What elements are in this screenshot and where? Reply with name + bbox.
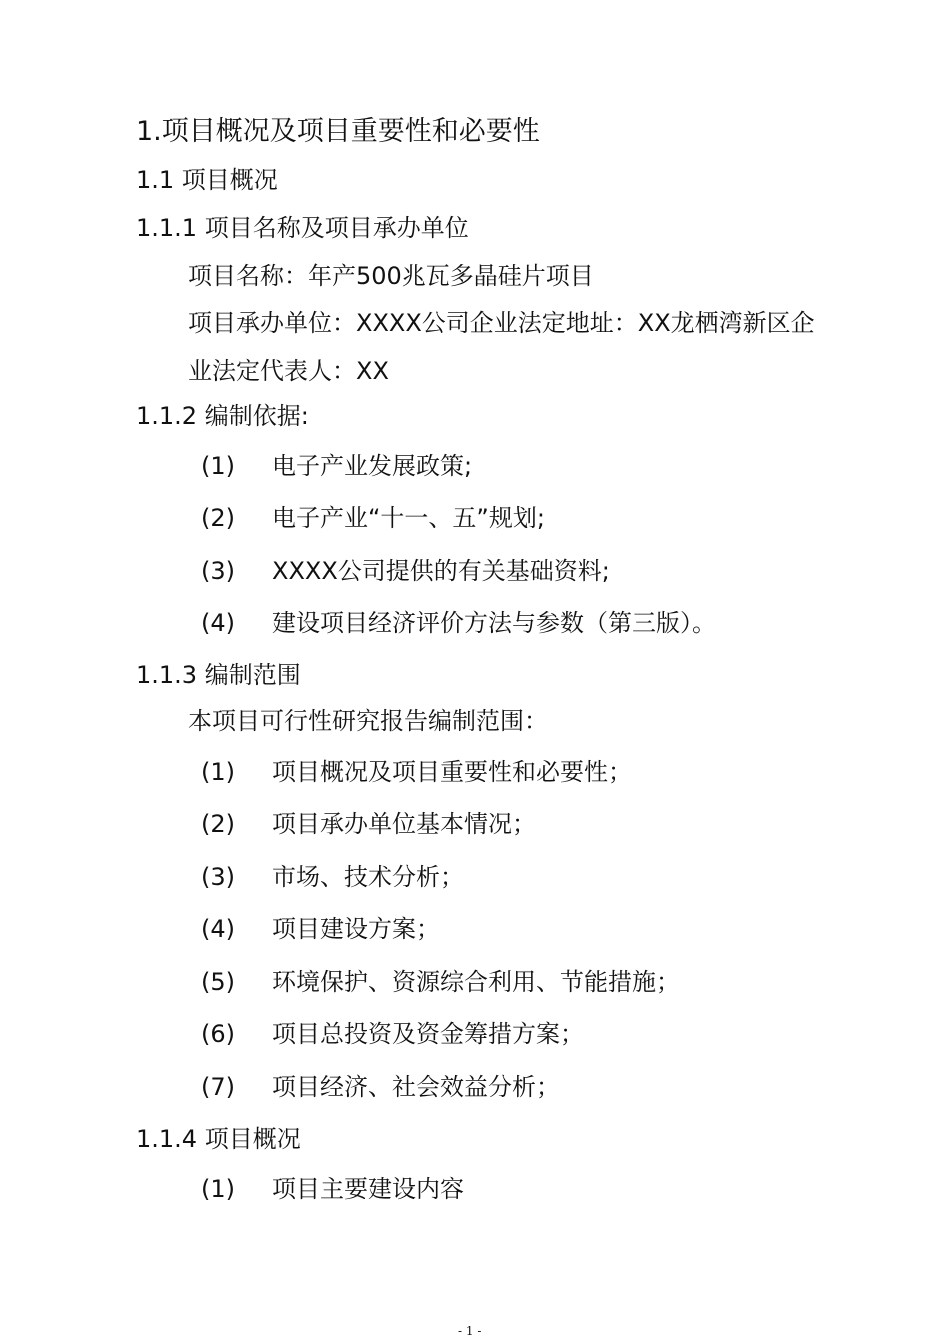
list-item-text: 市场、技术分析； [272, 863, 464, 891]
heading-1-1-3: 1.1.3 编制范围 [136, 661, 301, 689]
list-item-number: (3) [201, 557, 235, 585]
unit-line-2: 业法定代表人：XX [188, 357, 389, 385]
list-item-number: (5) [201, 968, 235, 996]
list-item-text: 建设项目经济评价方法与参数（第三版）。 [272, 609, 716, 637]
heading-1-1-4: 1.1.4 项目概况 [136, 1125, 301, 1153]
list-item-text: 项目承办单位基本情况； [272, 810, 536, 838]
list-item-text: 项目经济、社会效益分析； [272, 1073, 560, 1101]
list-item-number: (1) [201, 452, 235, 480]
list-item-number: (4) [201, 915, 235, 943]
list-item-text: 电子产业发展政策; [272, 452, 473, 480]
list-item-text: 项目主要建设内容 [272, 1175, 464, 1203]
list-item-text: 环境保护、资源综合利用、节能措施； [272, 968, 680, 996]
list-item-text: XXXX公司提供的有关基础资料; [272, 557, 610, 585]
list-item-text: 电子产业“十一、五”规划; [272, 504, 545, 532]
list-item-number: (2) [201, 504, 235, 532]
project-name-line: 项目名称：年产500兆瓦多晶硅片项目 [188, 262, 594, 290]
list-item-number: (3) [201, 863, 235, 891]
heading-1-1: 1.1 项目概况 [136, 166, 278, 194]
list-item-number: (2) [201, 810, 235, 838]
list-item-number: (1) [201, 758, 235, 786]
unit-line-1: 项目承办单位：XXXX公司企业法定地址：XX龙栖湾新区企 [188, 309, 815, 337]
heading-1-1-2: 1.1.2 编制依据: [136, 402, 309, 430]
heading-1-1-1: 1.1.1 项目名称及项目承办单位 [136, 214, 469, 242]
list-item-text: 项目建设方案； [272, 915, 440, 943]
list-item-text: 项目总投资及资金筹措方案； [272, 1020, 584, 1048]
list-item-number: (7) [201, 1073, 235, 1101]
page-number: - 1 - [458, 1324, 482, 1338]
list-item-number: (6) [201, 1020, 235, 1048]
section-title: 1.项目概况及项目重要性和必要性 [136, 116, 540, 147]
list-item-number: (1) [201, 1175, 235, 1203]
list-item-number: (4) [201, 609, 235, 637]
scope-intro: 本项目可行性研究报告编制范围： [188, 707, 548, 735]
list-item-text: 项目概况及项目重要性和必要性； [272, 758, 632, 786]
